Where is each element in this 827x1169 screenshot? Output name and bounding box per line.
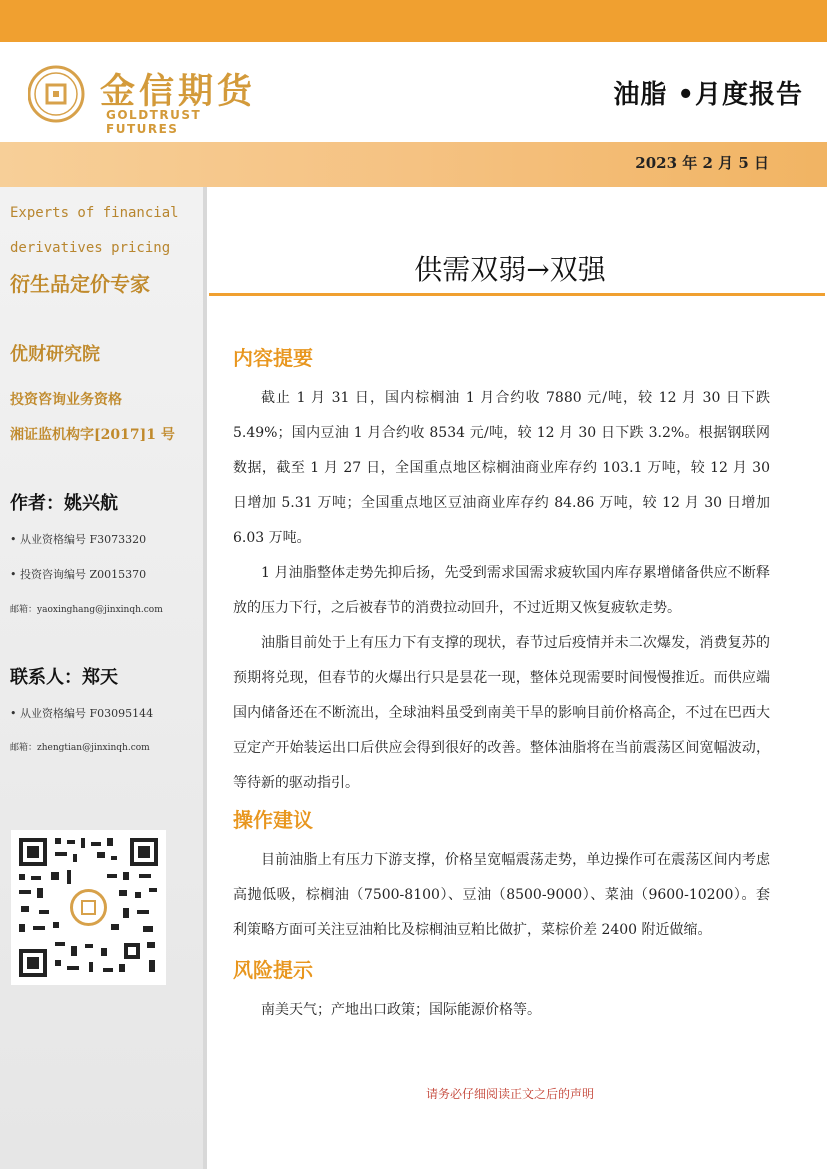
contact-heading: 联系人：郑天: [10, 667, 118, 688]
logo-chinese-name: 金信期货: [100, 72, 257, 112]
author-heading: 作者：姚兴航: [10, 493, 118, 514]
contact-email[interactable]: 邮箱：zhengtian@jinxinqh.com: [10, 743, 150, 753]
qualification-text: 投资咨询业务资格: [10, 392, 122, 408]
author-email[interactable]: 邮箱：yaoxinghang@jinxinqh.com: [10, 605, 163, 615]
report-date: 2023 年 2 月 5 日: [635, 154, 769, 172]
author-cert-1: • 从业资格编号 F3073320: [10, 533, 147, 546]
qr-code-icon: [11, 830, 166, 985]
tagline-en-line1: Experts of financial: [10, 205, 179, 221]
logo-english-name: GOLDTRUST FUTURES: [106, 108, 202, 136]
summary-paragraph-3: 油脂目前处于上有压力下有支撑的现状，春节过后疫情并未二次爆发，消费复苏的预期将兑现，但春节的火爆出行只是昙花一现，整体兑现需要时间慢慢推近。而供应端国内储备还在不断流出，全球油料虽受到南美干旱的影响目前价格高企，不过在巴西大豆定产开始装运出口后供应会得到很好的改善。整体油脂将在当前震荡区间宽幅波动，等待新的驱动指引。: [233, 635, 770, 791]
summary-paragraph-2: 1 月油脂整体走势先抑后扬，先受到需求国需求疲软国内库存累增储备供应不断释放的压力下行，之后被春节的消费拉动回升，不过近期又恢复疲软走势。: [233, 565, 770, 616]
report-type-title: 油脂 •月度报告: [613, 80, 803, 110]
tagline-cn: 衍生品定价专家: [10, 272, 150, 296]
institute-name: 优财研究院: [10, 344, 100, 365]
report-main-title: 供需双弱→双强: [414, 253, 606, 286]
advice-paragraph: 目前油脂上有压力下游支撑，价格呈宽幅震荡走势，单边操作可在震荡区间内考虑高抛低吸，棕榈油（7500-8100）、豆油（8500-9000）、菜油（9600-10200）。套利策略方面可关注豆油粕比及棕榈油豆粕比做扩，菜棕价差 2400 附近做缩。: [233, 852, 770, 938]
company-logo: [28, 62, 278, 136]
summary-paragraph-1: 截止 1 月 31 日，国内棕榈油 1 月合约收 7880 元/吨，较 12 月 30 日下跌 5.49%；国内豆油 1 月合约收 8534 元/吨，较 12 月 30 日下跌 3.2%。根据钢联网数据，截至 1 月 27 日，全国重点地区棕榈油商业库存约 103.1 万吨，较 12 月 30 日增加 5.31 万吨；全国重点地区豆油商业库存约 84.86 万吨，较 12 月 30 日增加 6.03 万吨。: [233, 390, 770, 546]
sidebar-shadow: [203, 187, 207, 1169]
section-heading-advice: 操作建议: [233, 808, 313, 832]
section-heading-risk: 风险提示: [233, 958, 313, 982]
title-divider: [209, 293, 825, 296]
top-orange-bar: [0, 0, 827, 42]
tagline-en-line2: derivatives pricing: [10, 240, 171, 256]
section-heading-summary: 内容提要: [233, 346, 313, 370]
qr-code: [11, 830, 166, 985]
author-cert-2: • 投资咨询编号 Z0015370: [10, 568, 147, 581]
risk-paragraph: 南美天气；产地出口政策；国际能源价格等。: [261, 1002, 541, 1018]
disclaimer-notice: 请务必仔细阅读正文之后的声明: [425, 1087, 594, 1101]
contact-cert: • 从业资格编号 F03095144: [10, 707, 154, 720]
license-text: 湘证监机构字[2017]1 号: [10, 427, 175, 443]
